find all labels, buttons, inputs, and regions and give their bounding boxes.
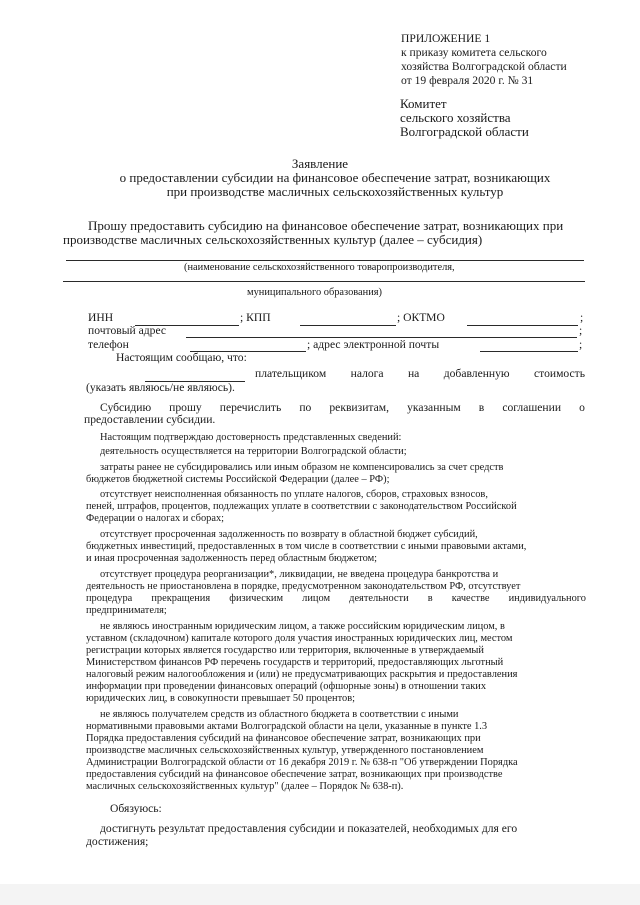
confirm-line: предоставления субсидий на финансовое обеспечение затрат, возникающих при производстве xyxy=(86,769,503,780)
postal-address-label: почтовый адрес xyxy=(88,324,167,337)
confirm-line: деятельность не приостановлена в порядке, предусмотренном законодательством РФ, отсутствует xyxy=(86,581,521,592)
confirm-line: пеней, штрафов, процентов, подлежащих уплате в соответствии с законодательством Российской xyxy=(86,501,517,512)
word: соглашении xyxy=(502,401,562,414)
confirm-line: отсутствует просроченная задолженность по возврату в областной бюджет субсидий, xyxy=(100,529,478,540)
word: в xyxy=(478,401,485,414)
municipality-blank xyxy=(63,281,585,282)
confirm-line: регистрации которых является государство или территория, включенные в утверждаемый xyxy=(86,645,484,656)
confirm-line xyxy=(86,594,586,604)
appendix-line: к приказу комитета сельского xyxy=(401,46,547,59)
recipient-line: Комитет xyxy=(400,96,447,111)
word: о xyxy=(579,401,585,414)
vat-line xyxy=(255,368,585,380)
title-line: при производстве масличных сельскохозяйственных культур xyxy=(166,184,504,199)
confirm-line: не являюсь получателем средств из областного бюджета в соответствии с иными xyxy=(100,709,459,720)
vat-intro: Настоящим сообщаю, что: xyxy=(116,351,247,364)
word: физическим xyxy=(229,593,284,604)
transfer-line: предоставлении субсидии. xyxy=(84,413,216,426)
obligation-line: достигнуть результат предоставления субсидии и показателей, необходимых для его xyxy=(100,822,518,835)
confirm-line: Федерации о налогах и сборах; xyxy=(86,513,225,524)
word: в xyxy=(427,593,433,604)
vat-note: (указать являюсь/не являюсь). xyxy=(86,381,235,394)
request-line: производстве масличных сельскохозяйственных культур (далее – субсидия) xyxy=(63,232,483,247)
inn-label: ИНН xyxy=(88,311,114,324)
request-line: Прошу предоставить субсидию на финансовое обеспечение затрат, возникающих при xyxy=(88,218,564,233)
confirm-line: уставном (складочном) капитале которого доля участия иностранных юридических лиц, местом xyxy=(86,633,513,644)
word: качестве xyxy=(451,593,490,604)
separator: ; xyxy=(579,338,583,351)
email-label: ; адрес электронной почты xyxy=(307,338,440,351)
confirm-line: Министерством финансов РФ перечень государств и территорий, предоставляющих льготный xyxy=(86,657,504,668)
confirm-line: Администрации Волгоградской области от 16 декабря 2019 г. № 638-п "Об утверждении Порядка xyxy=(86,757,518,768)
confirm-line: отсутствует неисполненная обязанность по уплате налогов, сборов, страховых взносов, xyxy=(100,489,488,500)
obligation-intro: Обязуюсь: xyxy=(110,802,162,815)
word: добавленную xyxy=(443,367,510,380)
confirm-line: и иная просроченная задолженность перед областным бюджетом; xyxy=(86,553,378,564)
word: стоимость xyxy=(534,367,585,380)
word: реквизитам, xyxy=(329,401,390,414)
confirm-line: нормативными правовыми актами Волгоградской области на цели, указанные в пункте 1.3 xyxy=(86,721,488,732)
scan-edge xyxy=(0,884,640,905)
confirm-line: отсутствует процедура реорганизации*, ликвидации, не введена процедура банкротства и xyxy=(100,569,499,580)
word: прекращения xyxy=(151,593,211,604)
word: по xyxy=(299,401,312,414)
email-blank xyxy=(480,351,578,352)
confirm-line: предпринимателя; xyxy=(86,605,167,616)
municipality-caption: муниципального образования) xyxy=(247,287,383,298)
word: Субсидию xyxy=(100,401,152,414)
word: деятельности xyxy=(349,593,409,604)
separator: ; xyxy=(580,311,584,324)
confirm-line: Порядка предоставления субсидий на финансовое обеспечение затрат, возникающих при xyxy=(86,733,481,744)
confirm-line: бюджетов бюджетной системы Российской Федерации (далее – РФ); xyxy=(86,474,390,485)
word: индивидуального xyxy=(508,593,586,604)
confirm-line: не являюсь иностранным юридическим лицом, а также российским юридическим лицом, в xyxy=(100,621,505,632)
recipient-line: сельского хозяйства xyxy=(400,110,511,125)
confirm-line: деятельность осуществляется на территории Волгоградской области; xyxy=(100,446,407,457)
confirm-line: налоговый режим налогообложения и (или) не предусматривающих раскрытия и предоставления xyxy=(86,669,518,680)
appendix-line: хозяйства Волгоградской области xyxy=(401,60,567,73)
appendix-line: от 19 февраля 2020 г. № 31 xyxy=(401,74,534,87)
word: процедура xyxy=(86,593,133,604)
title-line: о предоставлении субсидии на финансовое обеспечение затрат, возникающих xyxy=(119,170,551,185)
word: плательщиком xyxy=(255,367,327,380)
separator: ; xyxy=(579,324,583,337)
phone-label: телефон xyxy=(88,338,129,351)
transfer-line xyxy=(100,402,585,414)
recipient-line: Волгоградской области xyxy=(400,124,529,139)
word: налога xyxy=(350,367,384,380)
obligation-line: достижения; xyxy=(86,835,149,848)
confirm-line: юридических лиц, в совокупности превышает 50 процентов; xyxy=(86,693,355,704)
oktmo-blank xyxy=(467,325,578,326)
word: перечислить xyxy=(219,401,282,414)
confirm-line: информации при проведении финансовых операций (офшорные зоны) в отношении таких xyxy=(86,681,487,692)
word: на xyxy=(407,367,420,380)
confirm-line: затраты ранее не субсидировались или иным образом не компенсировались за счет средств xyxy=(100,462,504,473)
confirm-intro: Настоящим подтверждаю достоверность представленных сведений: xyxy=(100,432,402,443)
document-title: Заявление xyxy=(291,156,349,171)
confirm-line: масличных сельскохозяйственных культур" (далее – Порядок № 638-п). xyxy=(86,781,404,792)
word: указанным xyxy=(407,401,461,414)
appendix-label: ПРИЛОЖЕНИЕ 1 xyxy=(401,32,491,45)
word: прошу xyxy=(169,401,202,414)
producer-caption: (наименование сельскохозяйственного товаропроизводителя, xyxy=(184,262,455,273)
kpp-blank xyxy=(300,325,396,326)
oktmo-label: ; ОКТМО xyxy=(397,311,445,324)
confirm-line: бюджетных инвестиций, предоставленных в том числе в соответствии с иными правовыми актами, xyxy=(86,541,527,552)
producer-name-blank xyxy=(66,260,584,261)
kpp-label: ; КПП xyxy=(240,311,271,324)
word: лицом xyxy=(302,593,331,604)
confirm-line: производстве масличных сельскохозяйственных культур, утвержденного постановлением xyxy=(86,745,484,756)
